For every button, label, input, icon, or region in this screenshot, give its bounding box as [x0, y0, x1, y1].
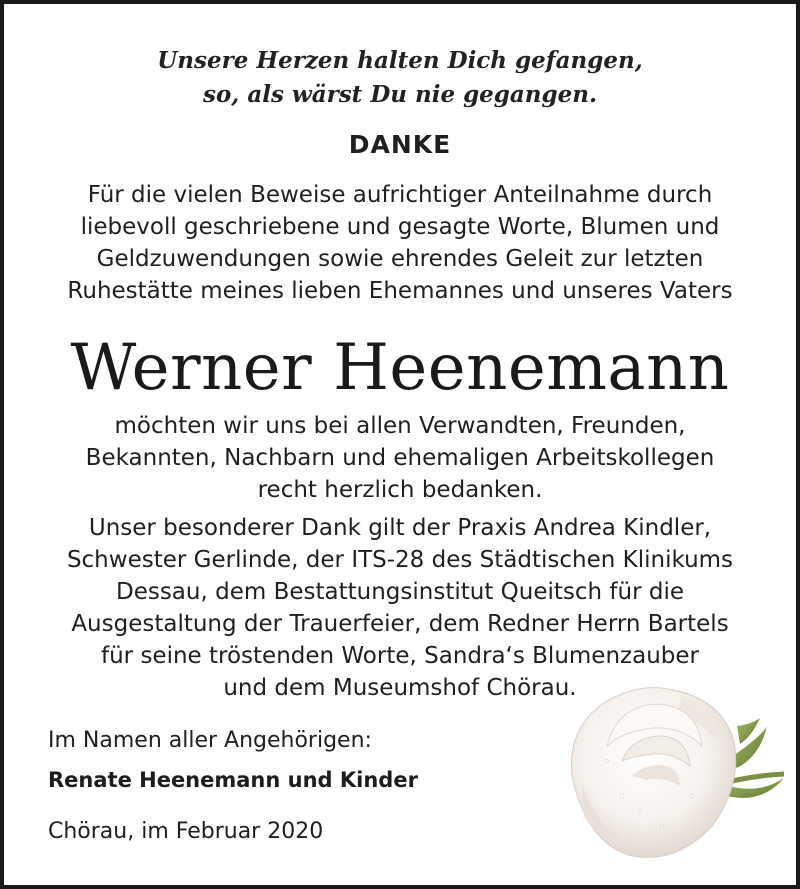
place-date: Chörau, im Februar 2020 — [48, 819, 324, 844]
motto-line: Unsere Herzen halten Dich gefangen, — [157, 47, 643, 74]
signature-intro: Im Namen aller Angehörigen: — [48, 728, 372, 753]
deceased-name: Werner Heenemann — [70, 331, 730, 405]
text-line: Bekannten, Nachbarn und ehemaligen Arbeitskollegen — [85, 445, 715, 471]
white-rose-icon — [562, 666, 790, 866]
text-line: Unser besonderer Dank gilt der Praxis Andrea Kindler, — [88, 515, 712, 541]
text-line: liebevoll geschriebene und gesagte Worte, Blumen und — [80, 214, 720, 240]
text-line: Ruhestätte meines lieben Ehemannes und unseres Vaters — [67, 278, 733, 304]
intro-paragraph — [24, 179, 776, 307]
text-line: Dessau, dem Bestattungsinstitut Queitsch für die — [115, 579, 684, 605]
text-line: Ausgestaltung der Trauerfeier, dem Redner Herrn Bartels — [71, 611, 729, 637]
text-line: Für die vielen Beweise aufrichtiger Anteilnahme durch — [87, 182, 713, 208]
text-line: Geldzuwendungen sowie ehrendes Geleit zur letzten — [96, 246, 704, 272]
thanks-paragraph — [24, 410, 776, 506]
text-line: und dem Museumshof Chörau. — [223, 675, 577, 701]
text-line: Schwester Gerlinde, der ITS-28 des Städtischen Klinikums — [66, 547, 734, 573]
text-line: für seine tröstenden Worte, Sandra‘s Blumenzauber — [101, 643, 699, 669]
text-line: recht herzlich bedanken. — [257, 477, 543, 503]
heading-danke: DANKE — [348, 130, 452, 159]
motto-verse — [4, 44, 796, 112]
signature-names: Renate Heenemann und Kinder — [48, 768, 418, 792]
text-line: möchten wir uns bei allen Verwandten, Freunden, — [114, 413, 686, 439]
motto-line: so, als wärst Du nie gegangen. — [203, 81, 597, 108]
